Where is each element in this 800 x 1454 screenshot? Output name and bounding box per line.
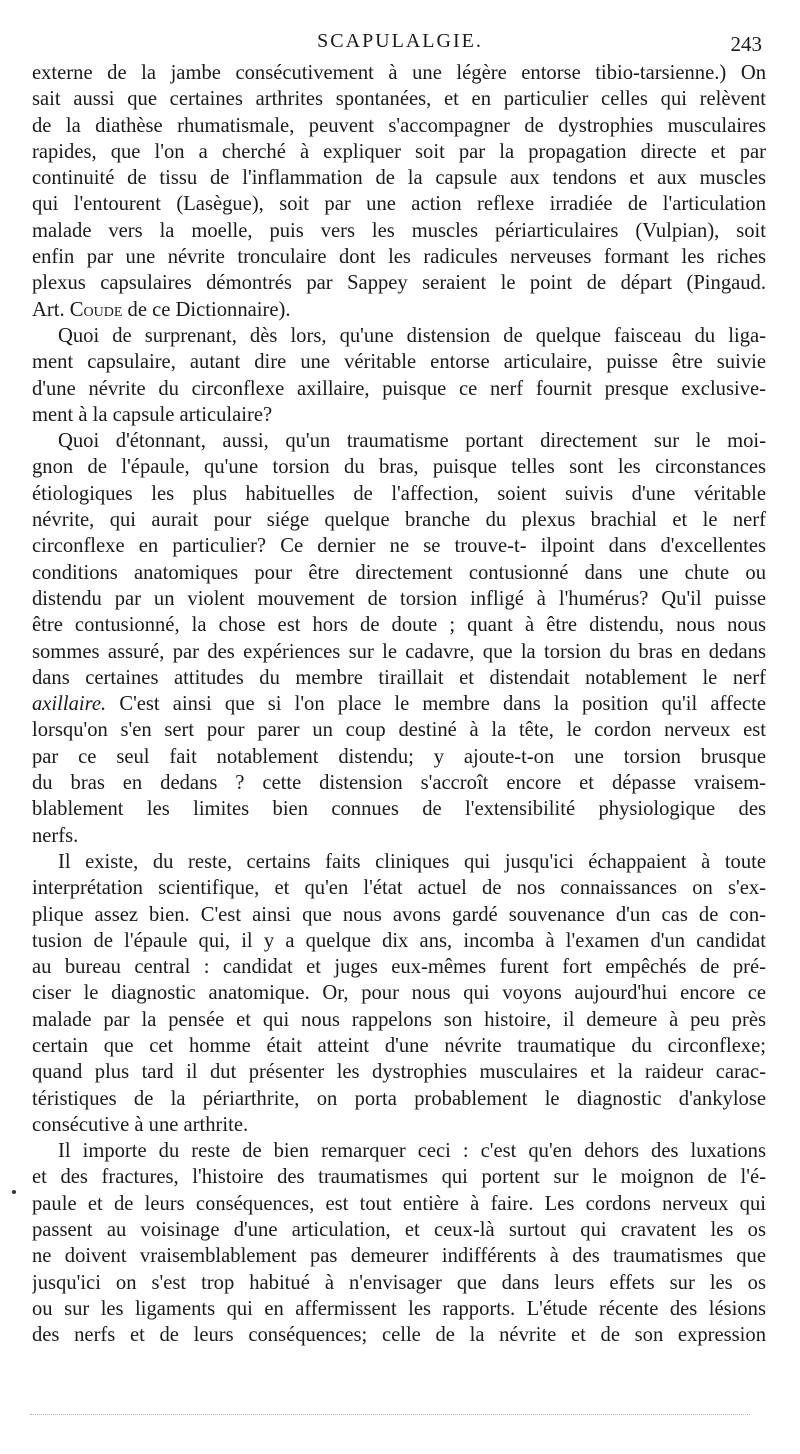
text-line: jusqu'ici on s'est trop habitué à n'envisager que dans leurs effets sur les os [32,1271,766,1294]
text-line: malade vers la moelle, puis vers les muscles périarticulaires (Vulpian), soit [32,219,766,242]
text-line: ciser le diagnostic anatomique. Or, pour nous qui voyons aujourd'hui encore ce [32,982,766,1005]
text-line: ou sur les ligaments qui en affermissent les rapports. L'étude récente des lésions [32,1297,766,1320]
paragraph-1 [32,60,766,323]
text-line [32,691,766,717]
text-line: par ce seul fait notablement distendu; y ajoute-t-on une torsion brusque [32,745,766,768]
paragraph-2 [32,323,766,428]
text-line: externe de la jambe consécutivement à une légère entorse tibio-tarsienne.) On [32,62,766,84]
text-line: interprétation scientifique, et qu'en l'état actuel de nos connaissances on s'ex- [32,877,766,900]
text-line: consécutive à une arthrite. [32,1113,249,1136]
text-line: gnon de l'épaule, qu'une torsion du bras, puisque telles sont les circonstances [32,456,766,479]
text-line: téristiques de la périarthrite, on porta probablement le diagnostic d'ankylose [32,1087,766,1110]
text-line: plique assez bien. C'est ainsi que nous avons gardé souvenance d'un cas de con- [32,903,766,926]
page-number: 243 [730,32,762,56]
text-line: dans certaines attitudes du membre tiraillait et distendait notablement le nerf [32,666,766,689]
running-title: SCAPULALGIE. [317,30,483,52]
text-line: lorsqu'on s'en sert pour parer un coup destiné à la tête, le cordon nerveux est [32,719,766,742]
paragraph-5 [32,1138,766,1348]
text-line: rapides, que l'on a cherché à expliquer soit par la propagation directe et par [32,140,766,163]
text-line: passent au voisinage d'une articulation, et ceux-là surtout qui cravatent les os [32,1219,766,1242]
text-line: sait aussi que certaines arthrites spontanées, et en particulier celles qui relèvent [32,88,766,111]
text-line: conditions anatomiques pour être directement contusionné dans une chute ou [32,561,766,584]
text-line: certain que cet homme était atteint d'une névrite traumatique du circonflexe; [32,1034,766,1057]
text-line: étiologiques les plus habituelles de l'affection, soient suivis d'une véritable [32,482,766,505]
text-line: être contusionné, la chose est hors de doute ; quant à être distendu, nous nous [32,614,766,637]
cross-reference: Coude [69,298,123,321]
text-line: circonflexe en particulier? Ce dernier ne se trouve-t- ilpoint dans d'excellentes [32,535,766,558]
text-line: plexus capsulaires démontrés par Sappey seraient le point de départ (Pingaud. [32,272,766,295]
bottom-edge-rule [30,1414,750,1415]
text-line: et des fractures, l'histoire des traumatismes qui portent sur le moignon de l'é- [32,1166,766,1189]
text-line: quand plus tard il dut présenter les dystrophies musculaires et la raideur carac- [32,1061,766,1084]
text-line: Quoi de surprenant, dès lors, qu'une distension de quelque faisceau du liga- [58,324,766,347]
paragraph-3 [32,428,766,849]
text-line: qui l'entourent (Lasègue), soit par une action reflexe irradiée de l'articulation [32,193,766,216]
text-line: enfin par une névrite tronculaire dont les radicules nerveuses formant les riches [32,246,766,269]
text-line: au bureau central : candidat et juges eux-mêmes furent fort empêchés de pré- [32,956,766,979]
text-fragment: Art. [32,298,65,321]
text-line: Il importe du reste de bien remarquer ceci : c'est qu'en dehors des luxations [58,1140,766,1163]
text-fragment: de ce Dictionnaire). [127,298,291,321]
text-line [32,297,766,323]
text-line: Il existe, du reste, certains faits cliniques qui jusqu'ici échappaient à toute [58,850,766,873]
text-line: sommes assuré, par des expériences sur le cadavre, que la torsion du bras en dedans [32,640,766,663]
italic-term: axillaire. [32,693,107,716]
text-line: blablement les limites bien connues de l'extensibilité physiologique des [32,798,766,821]
text-line: malade par la pensée et qui nous rappelons son histoire, il demeure à peu près [32,1008,766,1031]
text-line: paule et de leurs conséquences, est tout entière à faire. Les cordons nerveux qui [32,1192,766,1215]
paragraph-4 [32,849,766,1138]
text-line: névrite, qui aurait pour siége quelque branche du plexus brachial et le nerf [32,509,766,532]
text-fragment: C'est ainsi que si l'on place le membre dans la position qu'il affecte [119,693,766,716]
text-line: ment à la capsule articulaire? [32,403,273,426]
body-text [32,60,766,1349]
text-line: des nerfs et de leurs conséquences; celle de la névrite et de son expression [32,1324,766,1347]
page-header [0,30,800,60]
text-line: nerfs. [32,824,79,847]
margin-mark [12,1190,16,1194]
text-line: ment capsulaire, autant dire une véritable entorse articulaire, puisse être suivie [32,351,766,374]
text-line: du bras en dedans ? cette distension s'accroît encore et dépasse vraisem- [32,772,766,795]
text-line: distendu par un violent mouvement de torsion infligé à l'humérus? Qu'il puisse [32,587,766,610]
text-line: Quoi d'étonnant, aussi, qu'un traumatisme portant directement sur le moi- [58,430,766,453]
text-line: continuité de tissu de l'inflammation de la capsule aux tendons et aux muscles [32,167,766,190]
text-line: ne doivent vraisemblablement pas demeurer indifférents à des traumatismes que [32,1245,766,1268]
text-line: tusion de l'épaule qui, il y a quelque dix ans, incomba à l'examen d'un candidat [32,929,766,952]
text-line: d'une névrite du circonflexe axillaire, puisque ce nerf fournit presque exclusive- [32,377,766,400]
text-line: de la diathèse rhumatismale, peuvent s'accompagner de dystrophies musculaires [32,114,766,137]
